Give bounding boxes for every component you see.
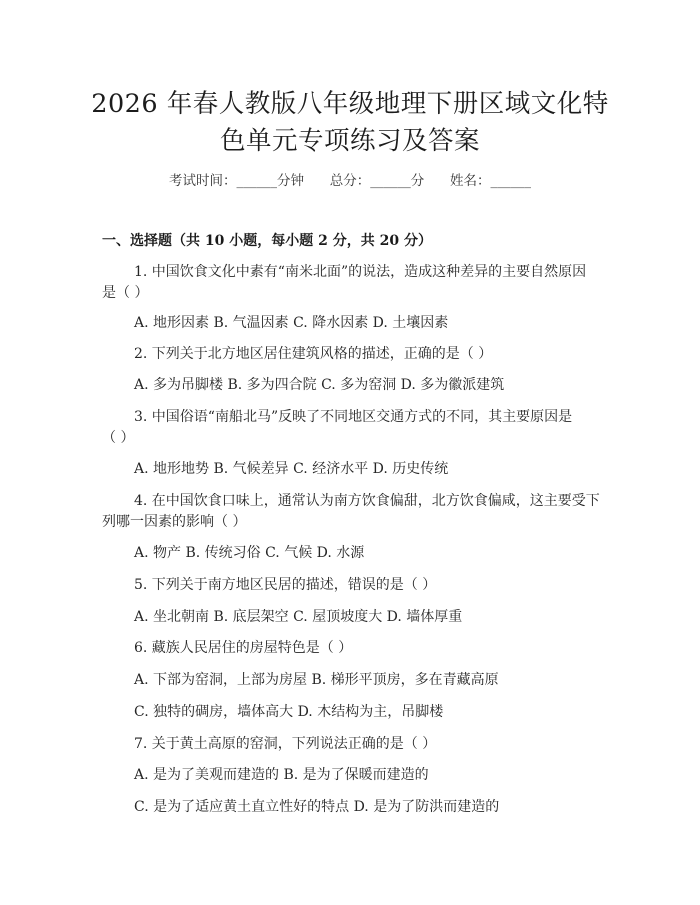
answer-options: A. 是为了美观而建造的 B. 是为了保暖而建造的 (134, 767, 429, 783)
exam-name: 姓名：______ (450, 173, 531, 189)
question-text: 2. 下列关于北方地区居住建筑风格的描述，正确的是（ ） (134, 346, 493, 362)
question-text: 4. 在中国饮食口味上，通常认为南方饮食偏甜，北方饮食偏咸，这主要受下 (134, 493, 600, 509)
page-title-line-1: 2026 年春人教版八年级地理下册区域文化特 (91, 89, 609, 119)
answer-options: C. 独特的碉房，墙体高大 D. 木结构为主，吊脚楼 (134, 704, 444, 720)
answer-options: A. 地形因素 B. 气温因素 C. 降水因素 D. 土壤因素 (134, 315, 449, 331)
answer-options: C. 是为了适应黄土直立性好的特点 D. 是为了防洪而建造的 (134, 799, 500, 815)
answer-options: A. 物产 B. 传统习俗 C. 气候 D. 水源 (134, 545, 365, 561)
answer-options: A. 多为吊脚楼 B. 多为四合院 C. 多为窑洞 D. 多为徽派建筑 (134, 377, 505, 393)
question-text: 3. 中国俗语“南船北马”反映了不同地区交通方式的不同，其主要原因是 (134, 409, 573, 425)
question-text: 列哪一因素的影响（ ） (102, 514, 247, 530)
question-text: 5. 下列关于南方地区民居的描述，错误的是（ ） (134, 577, 437, 593)
page-title-line-2: 色单元专项练习及答案 (219, 126, 480, 156)
answer-options: A. 坐北朝南 B. 底层架空 C. 屋顶坡度大 D. 墙体厚重 (134, 609, 463, 625)
exam-time: 考试时间：______分钟 (169, 173, 304, 189)
exam-score: 总分：______分 (329, 173, 425, 189)
question-text: （ ） (102, 430, 135, 446)
answer-options: A. 地形地势 B. 气候差异 C. 经济水平 D. 历史传统 (134, 461, 449, 477)
question-text: 7. 关于黄土高原的窑洞，下列说法正确的是（ ） (134, 736, 437, 752)
question-text: 6. 藏族人民居住的房屋特色是（ ） (134, 640, 353, 656)
exam-meta (0, 169, 700, 189)
question-text: 是（ ） (102, 285, 149, 301)
section-heading: 一、选择题（共 10 小题，每小题 2 分，共 20 分） (102, 233, 432, 249)
question-text: 1. 中国饮食文化中素有“南米北面”的说法，造成这种差异的主要自然原因 (134, 264, 587, 280)
answer-options: A. 下部为窑洞，上部为房屋 B. 梯形平顶房，多在青藏高原 (134, 672, 499, 688)
